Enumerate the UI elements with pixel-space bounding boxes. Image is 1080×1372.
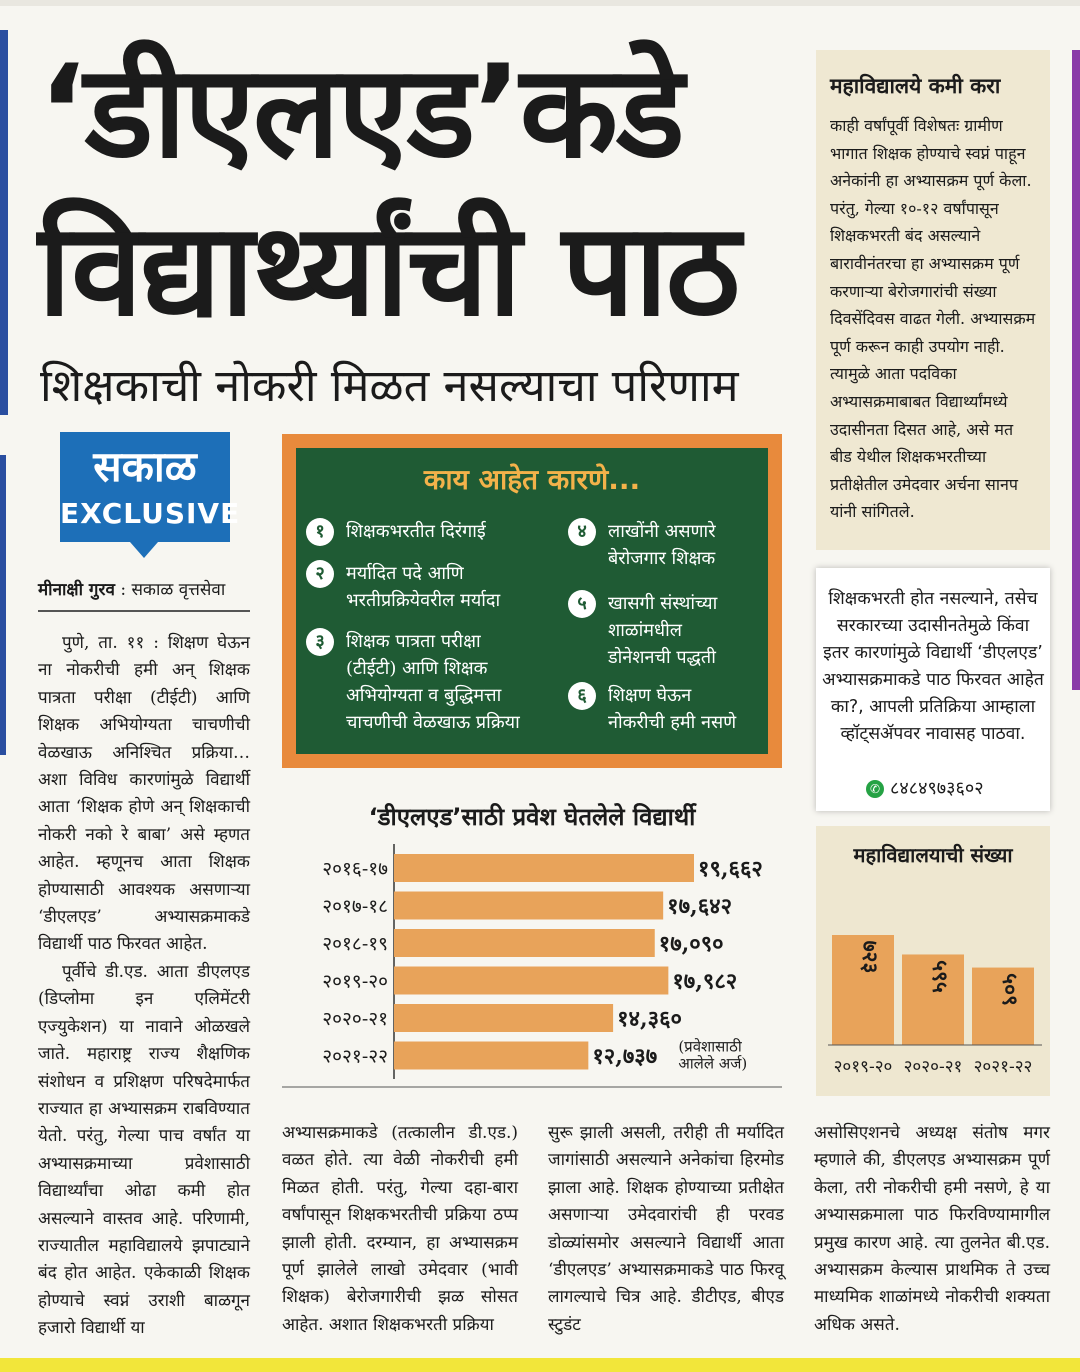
value-label: १९,६६२	[698, 855, 763, 882]
article-column-3	[548, 1120, 784, 1339]
reason-text: शिक्षण घेऊन नोकरीची हमी नसणे	[608, 685, 737, 733]
chart-annotation: (प्रवेशासाठी	[678, 1037, 742, 1056]
reason-item	[568, 518, 768, 578]
category-label: २०२०-२१	[322, 1008, 388, 1030]
admissions-bar	[394, 967, 668, 995]
category-label: २०२१-२२	[322, 1045, 388, 1068]
reason-text: शिक्षकभरतीत दिरंगाई	[346, 521, 486, 542]
admissions-chart	[282, 840, 782, 1090]
logo-pointer	[130, 542, 158, 558]
logo-tag: EXCLUSIVE	[60, 497, 241, 530]
category-label: २०१९-२०	[322, 970, 388, 993]
value-label: १७,०९०	[658, 930, 724, 957]
sidebar-body: काही वर्षांपूर्वी विशेषतः ग्रामीण भागात शिक्षक होण्याचे स्वप्नं पाहून अनेकांनी हा अभ्यासक्रम पूर्ण केला. परंतु, गेल्या १०-१२ वर्षांपासून शिक्षकभरती बंद असल्याने बारावीनंतरचा हा अभ्यासक्रम पूर्ण करणाऱ्या बेरोजगारांची संख्या दिवसेंदिवस वाढत गेली. अभ्यासक्रम पूर्ण करून काही उपयोग नाही. त्यामुळे आता पदविका अभ्यासक्रमाबाबत विद्यार्थ्यांमध्ये उदासीनता दिसत आहे, असे मत बीड येथील शिक्षकभरतीच्या प्रतीक्षेतील उमेदवार अर्चना सानप यांनी सांगितले.	[830, 116, 1036, 522]
category-label: २०२१-२२	[973, 1057, 1033, 1077]
sakal-exclusive-logo	[60, 432, 241, 542]
article-paragraph: सुरू झाली असली, तरीही ती मर्यादित जागांसाठी असल्याने अनेकांचा हिरमोड झाला आहे. शिक्षक होण्याच्या प्रतीक्षेत असणाऱ्या उमेदवारांची ही परवड डोळ्यांसमोर असल्याने विद्यार्थी आता ‘डीएलएड’ अभ्यासक्रमाकडे पाठ फिरवू लागल्याचे चित्र आहे. डीटीएड, बीएड स्टुडंट	[548, 1123, 784, 1335]
byline	[38, 578, 225, 602]
article-paragraph: अभ्यासक्रमाकडे (तत्कालीन डी.एड.) वळत होते. त्या वेळी नोकरीची हमी मिळत होती. परंतु, गेल्या दहा-बारा वर्षांपासून शिक्षकभरतीची प्रक्रिया ठप्प झाली होती. दरम्यान, हा अभ्यासक्रम पूर्ण झालेले लाखो उमेदवार (भावी शिक्षक) बेरोजगारीची झळ सोसत आहेत. अशात शिक्षकभरती प्रक्रिया	[282, 1123, 518, 1335]
category-label: २०२०-२१	[903, 1057, 963, 1077]
value-label: १४,३६०	[617, 1005, 682, 1032]
article-paragraph: पुणे, ता. ११ : शिक्षण घेऊन ना नोकरीची हमी अन्‌ शिक्षक पात्रता परीक्षा (टीईटी) आणि शिक्षक अभियोग्यता चाचणीची वेळखाऊ अनिश्‍चित प्रक्रिया… अशा विविध कारणांमुळे विद्यार्थी आता ‘शिक्षक होणे अन्‌ शिक्षकाची नोकरी नको रे बाबा’ असे म्हणत आहेत. म्हणूनच आता शिक्षक होण्यासाठी आवश्‍यक असणाऱ्या ‘डीएलएड’ अभ्यासक्रमाकडे विद्यार्थी पाठ फिरवत आहेत.	[38, 633, 250, 955]
colleges-chart-title: महाविद्यालयाची संख्या	[853, 843, 1013, 867]
top-strip	[0, 0, 1080, 6]
left-border-strip-lower	[0, 455, 6, 755]
byline-rule	[38, 610, 250, 612]
chart-annotation: आलेले अर्ज)	[678, 1054, 748, 1073]
reason-item	[568, 682, 768, 742]
reason-item	[568, 590, 768, 672]
article-paragraph: असोसिएशनचे अध्यक्ष संतोष मगर म्हणाले की, डीएलएड अभ्यासक्रम पूर्ण केला, तरी नोकरीची हमी नसणे, हे या अभ्यासक्रमाला पाठ फिरविण्यामागील प्रमुख कारण आहे. त्या तुलनेत बी.एड. अभ्यासक्रम केल्यास प्राथमिक ते उच्च माध्यमिक शाळांमध्ये नोकरीची शक्यता अधिक असते.	[814, 1123, 1050, 1335]
reader-prompt-text: शिक्षकभरती होत नसल्याने, तसेच सरकारच्या उदासीनतेमुळे किंवा इतर कारणांमुळे विद्यार्थी ‘डीएलएड’ अभ्यासक्रमाकडे पाठ फिरवत आहेत का?, आपली प्रतिक्रिया आम्हाला व्हॉट्सॲपवर नावासह पाठवा.	[822, 589, 1044, 744]
admissions-bar	[394, 1042, 588, 1070]
article-column-4	[814, 1120, 1050, 1339]
colleges-chart	[816, 880, 1050, 1090]
value-label: १७,९८२	[672, 968, 738, 995]
reason-item	[306, 628, 556, 738]
article-paragraph: पूर्वीचे डी.एड. आता डीएलएड (डिप्लोमा इन एलिमेंटरी एज्युकेशन) या नावाने ओळखले जाते. महाराष्ट्र राज्य शैक्षणिक संशोधन व प्रशिक्षण परिषदेमार्फत राज्यात हा अभ्यासक्रम राबविण्यात येतो. परंतु, गेल्या पाच वर्षांत या अभ्यासक्रमाच्या प्रवेशासाठी विद्यार्थ्यांचा ओढा कमी होत असल्याने वास्तव आहे. परिणामी, राज्यातील महाविद्यालये झपाट्याने बंद होत आहेत. एकेकाळी शिक्षक होण्याचे स्वप्नं उराशी बाळगून हजारो विद्यार्थी या	[38, 961, 250, 1339]
value-label: ५९५	[928, 960, 953, 993]
reason-text: मर्यादित पदे आणि भरतीप्रक्रियेवरील मर्यादा	[346, 563, 501, 611]
byline-author: मीनाक्षी गुरव	[38, 580, 115, 600]
right-border-strip	[1072, 50, 1080, 690]
reason-number: ४	[568, 518, 596, 546]
subheadline: शिक्षकाची नोकरी मिळत नसल्याचा परिणाम	[40, 359, 739, 412]
value-label: ७२३	[858, 940, 883, 974]
admissions-bar	[394, 854, 694, 882]
reason-number: २	[306, 560, 334, 588]
headline-line-2: विद्यार्थ्यांची पाठ	[38, 196, 739, 345]
admissions-chart-title: ‘डीएलएड’साठी प्रवेश घेतलेले विद्यार्थी	[368, 803, 696, 831]
logo-brand: सकाळ	[93, 442, 197, 491]
sidebar-title: महाविद्यालये कमी करा	[830, 74, 1001, 98]
whatsapp-contact	[866, 776, 984, 802]
reason-number: ५	[568, 590, 596, 618]
article-column-2	[282, 1120, 518, 1339]
reason-number: ३	[306, 628, 334, 656]
category-label: २०१७-१८	[322, 895, 388, 918]
admissions-bar	[394, 892, 663, 920]
reason-text: खासगी संस्थांच्या शाळांमधील डोनेशनची पद्धती	[608, 593, 718, 668]
category-label: २०१९-२०	[833, 1057, 893, 1077]
value-label: ५०९	[998, 973, 1023, 1006]
reason-item	[306, 560, 556, 620]
reason-number: १	[306, 518, 334, 546]
whatsapp-number: ८४८४९७३६०२	[890, 778, 984, 799]
left-border-strip	[0, 30, 8, 415]
admissions-bar	[394, 1004, 613, 1032]
reasons-title: काय आहेत कारणे...	[423, 463, 641, 496]
category-label: २०१८-१९	[322, 933, 388, 955]
bottom-strip	[0, 1358, 1080, 1372]
reason-text: शिक्षक पात्रता परीक्षा (टीईटी) आणि शिक्षक अभियोग्यता व बुद्धिमत्ता चाचणीची वेळखाऊ प्रक्रिया	[346, 631, 520, 733]
article-column-1	[38, 630, 250, 1343]
reason-text: लाखोंनी असणारे बेरोजगार शिक्षक	[608, 521, 716, 569]
value-label: १२,७३७	[592, 1043, 658, 1070]
whatsapp-icon: ✆	[866, 780, 884, 798]
reason-item	[306, 518, 556, 548]
reason-number: ६	[568, 682, 596, 710]
headline-line-1: ‘डीएलएड’कडे	[38, 38, 683, 187]
admissions-bar	[394, 929, 655, 957]
category-label: २०१६-१७	[322, 858, 388, 880]
byline-source: : सकाळ वृत्तसेवा	[120, 580, 226, 600]
value-label: १७,६४२	[667, 893, 733, 920]
